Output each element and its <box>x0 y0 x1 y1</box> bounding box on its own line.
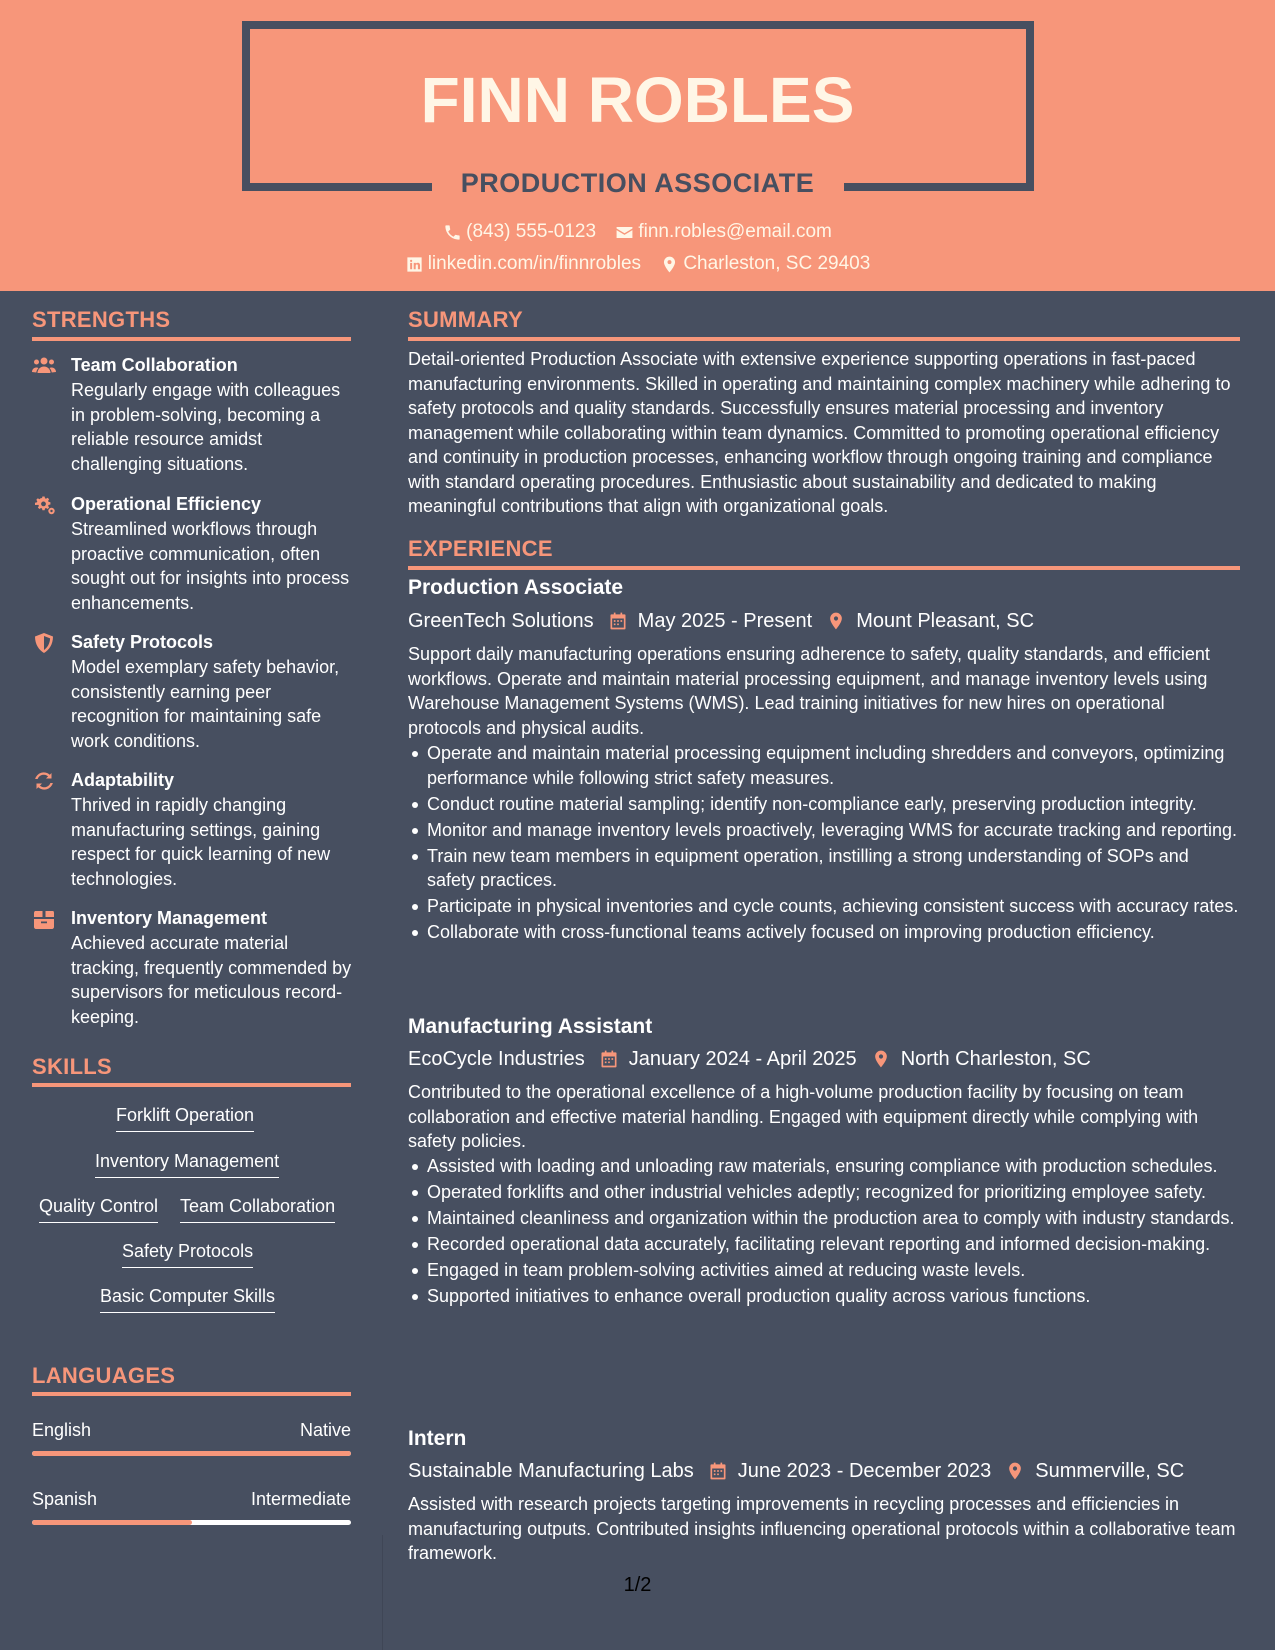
strength-desc: Thrived in rapidly changing manufacturing settings, gaining respect for quick learning of new technologies. <box>71 795 331 889</box>
strengths-rule <box>32 337 351 341</box>
skill-tag: Team Collaboration <box>180 1194 335 1223</box>
job-bullets <box>408 1154 1240 1310</box>
job-location: Mount Pleasant, SC <box>856 610 1035 632</box>
phone-contact[interactable] <box>443 219 596 245</box>
envelope-icon <box>615 223 634 242</box>
strength-desc: Model exemplary safety behavior, consistently earning peer recognition for maintaining safe work conditions. <box>71 657 340 751</box>
job-role: Intern <box>408 1427 467 1450</box>
language-bar <box>32 1451 351 1456</box>
strength-title: Team Collaboration <box>71 355 238 375</box>
job-meta <box>408 1046 1091 1072</box>
language-name: Spanish <box>32 1489 98 1509</box>
language-level: Intermediate <box>250 1489 351 1509</box>
bullet-item: Maintained cleanliness and organization within the production area to comply with industry standards. <box>408 1206 1240 1231</box>
job-role: Production Associate <box>408 576 624 599</box>
location-contact <box>660 251 870 277</box>
bullet-item: Participate in physical inventories and cycle counts, achieving consistent success with accuracy rates. <box>408 894 1240 919</box>
job-description: Contributed to the operational excellence of a high-volume production facility by focusing on team collaboration and effective material handling. Engaged with equipment directly while complying with safety policies. <box>408 1082 1199 1151</box>
phone-text: (843) 555-0123 <box>466 221 597 242</box>
calendar-icon <box>608 611 628 631</box>
language-bar <box>32 1520 351 1525</box>
bullet-item: Monitor and manage inventory levels proactively, leveraging WMS for accurate tracking and reporting. <box>408 818 1240 843</box>
email-contact[interactable] <box>615 219 832 245</box>
job-meta <box>408 608 1034 634</box>
experience-rule <box>408 566 1240 570</box>
language-name: English <box>32 1420 92 1440</box>
bullet-item: Assisted with loading and unloading raw materials, ensuring compliance with production schedules. <box>408 1154 1240 1179</box>
job-company: EcoCycle Industries <box>408 1048 585 1070</box>
candidate-name: FINN ROBLES <box>420 64 855 136</box>
contact-row-2 <box>0 251 1275 282</box>
bullet-item: Supported initiatives to enhance overall production quality across various functions. <box>408 1284 1240 1309</box>
bullet-item: Collaborate with cross-functional teams actively focused on improving production efficiency. <box>408 920 1240 945</box>
bullet-item: Train new team members in equipment operation, instilling a strong understanding of SOPs and safety practices. <box>408 844 1240 893</box>
skills-rule <box>32 1083 351 1087</box>
page-number: 1/2 <box>623 1574 652 1596</box>
bullet-item: Conduct routine material sampling; identify non-compliance early, preserving production integrity. <box>408 792 1240 817</box>
job-company: GreenTech Solutions <box>408 610 594 632</box>
job-bullets <box>408 741 1240 946</box>
language-bar-fill <box>32 1451 351 1456</box>
strength-title: Safety Protocols <box>71 632 214 652</box>
job-location: Summerville, SC <box>1035 1460 1185 1482</box>
linkedin-text: linkedin.com/in/finnrobles <box>427 253 642 274</box>
calendar-icon <box>708 1461 728 1481</box>
email-text: finn.robles@email.com <box>638 221 832 242</box>
header-banner <box>0 0 1275 291</box>
box-icon <box>32 908 56 930</box>
language-bar-fill <box>32 1520 192 1525</box>
phone-icon <box>443 223 462 242</box>
calendar-icon <box>599 1049 619 1069</box>
users-icon <box>32 355 56 377</box>
strengths-heading: STRENGTHS <box>32 307 171 332</box>
job-description: Support daily manufacturing operations ensuring adherence to safety, quality standards, and efficient workflows. Operate and maintain material processing equipment, and manage inventory levels using Warehouse Management Systems (WMS). Lead training initiatives for new hires on operational protocols and physical audits. <box>408 644 1210 738</box>
language-level: Native <box>299 1420 351 1440</box>
strength-title: Operational Efficiency <box>71 494 262 514</box>
experience-heading: EXPERIENCE <box>408 536 553 561</box>
skill-tag: Basic Computer Skills <box>100 1284 275 1313</box>
job-dates: January 2024 - April 2025 <box>628 1048 857 1070</box>
languages-heading: LANGUAGES <box>32 1363 176 1388</box>
summary-heading: SUMMARY <box>408 307 523 332</box>
bullet-item: Operate and maintain material processing equipment including shredders and conveyors, optimizing performance while following strict safety measures. <box>408 741 1240 790</box>
job-description: Assisted with research projects targeting improvements in recycling processes and efficiencies in manufacturing outputs. Contributed insights influencing operational protocols within a collaborative team framework. <box>408 1494 1236 1563</box>
map-pin-icon <box>1005 1461 1025 1481</box>
location-text: Charleston, SC 29403 <box>683 253 871 274</box>
bullet-item: Recorded operational data accurately, facilitating relevant reporting and informed decision-making. <box>408 1232 1240 1257</box>
linkedin-contact[interactable] <box>405 251 641 277</box>
job-meta <box>408 1458 1184 1484</box>
map-pin-icon <box>660 255 679 274</box>
job-location: North Charleston, SC <box>900 1048 1091 1070</box>
map-pin-icon <box>826 611 846 631</box>
strength-desc: Regularly engage with colleagues in problem-solving, becoming a reliable resource amidst challenging situations. <box>71 380 341 474</box>
shield-icon <box>32 632 56 654</box>
summary-text: Detail-oriented Production Associate with extensive experience supporting operations in fast-paced manufacturing environments. Skilled in operating and maintaining complex machinery while adhering to safety protocols and quality standards. Successfully ensures material processing and inventory management while collaborating within team dynamics. Committed to promoting operational efficiency and continuity in production processes, enhancing workflow through ongoing training and compliance with standard operating procedures. Enthusiastic about sustainability and dedicated to making meaningful contributions that align with organizational goals. <box>408 349 1231 516</box>
job-dates: June 2023 - December 2023 <box>737 1460 992 1482</box>
summary-rule <box>408 337 1240 341</box>
linkedin-icon <box>405 255 424 274</box>
skills-heading: SKILLS <box>32 1054 113 1079</box>
gears-icon <box>32 494 56 516</box>
sync-icon <box>32 770 56 792</box>
job-role: Manufacturing Assistant <box>408 1015 653 1038</box>
strength-desc: Achieved accurate material tracking, frequently commended by supervisors for meticulous record-keeping. <box>71 933 352 1027</box>
strength-title: Inventory Management <box>71 908 268 928</box>
skill-tag: Safety Protocols <box>122 1239 253 1268</box>
languages-rule <box>32 1392 351 1396</box>
map-pin-icon <box>871 1049 891 1069</box>
skill-tag: Quality Control <box>39 1194 158 1223</box>
bullet-item: Operated forklifts and other industrial vehicles adeptly; recognized for prioritizing employee safety. <box>408 1180 1240 1205</box>
job-dates: May 2025 - Present <box>637 610 813 632</box>
contact-row-1 <box>0 219 1275 250</box>
skill-tag: Inventory Management <box>95 1149 279 1178</box>
strength-title: Adaptability <box>71 770 175 790</box>
strength-desc: Streamlined workflows through proactive communication, often sought out for insights into process enhancements. <box>71 519 350 613</box>
skill-tag: Forklift Operation <box>116 1103 254 1132</box>
job-title: PRODUCTION ASSOCIATE <box>460 168 815 198</box>
bullet-item: Engaged in team problem-solving activities aimed at reducing waste levels. <box>408 1258 1240 1283</box>
job-company: Sustainable Manufacturing Labs <box>408 1460 694 1482</box>
